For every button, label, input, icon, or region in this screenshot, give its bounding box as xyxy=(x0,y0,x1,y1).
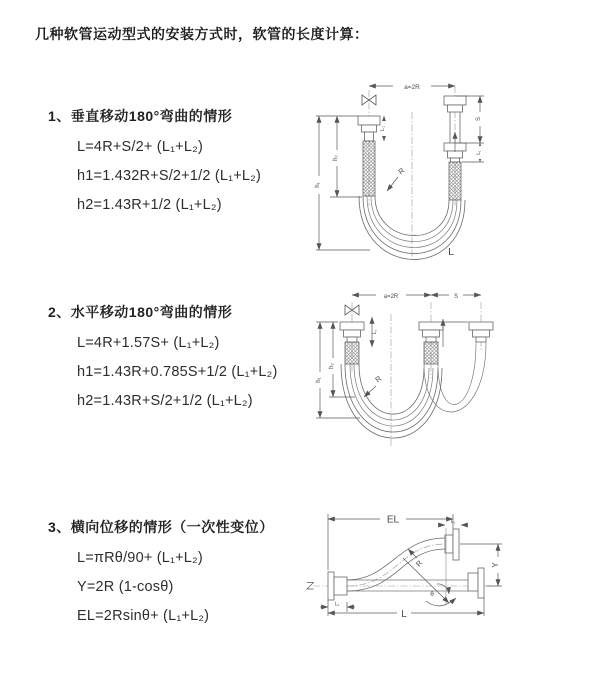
left-fitting xyxy=(358,116,380,196)
diagram-lateral-displacement xyxy=(300,498,600,628)
left-flange xyxy=(328,572,347,600)
dimensions xyxy=(316,290,481,418)
radius-label: R xyxy=(413,558,425,569)
formula-line: L=4R+1.57S+ (L₁+L₂) xyxy=(77,335,220,351)
u-bend-hose xyxy=(341,364,442,438)
dim-label-l: L xyxy=(401,609,407,620)
formula-line: L=4R+S/2+ (L₁+L₂) xyxy=(77,139,203,155)
length-label: L xyxy=(448,246,454,258)
diagram-horizontal-180-bend xyxy=(310,288,545,456)
centerlines xyxy=(352,302,481,448)
middle-fitting xyxy=(419,322,443,364)
section-1 xyxy=(48,106,261,213)
formula-line: h2=1.43R+1/2 (L₁+L₂) xyxy=(77,197,222,213)
section-3-heading: 3、横向位移的情形（一次性变位） xyxy=(48,519,274,535)
dim-label-h2: h₂ xyxy=(333,155,339,161)
theta-label: θ xyxy=(430,591,434,598)
break-mark xyxy=(307,583,314,590)
section-2-heading: 2、水平移动180°弯曲的情形 xyxy=(48,304,233,320)
radius-label: R xyxy=(396,165,407,177)
section-1-heading: 1、垂直移动180°弯曲的情形 xyxy=(48,108,233,124)
dim-label-s: S xyxy=(453,293,459,300)
formula-line: Y=2R (1-cosθ) xyxy=(77,579,174,595)
braid-section xyxy=(363,141,375,196)
dim-label-s: S xyxy=(476,116,482,122)
dim-label-l1: L₁ xyxy=(372,329,378,335)
dim-label-y: Y xyxy=(491,562,500,568)
dim-label-l1-left: L₁ xyxy=(380,126,386,131)
dim-label-l1-bottom: L₁ xyxy=(334,601,340,608)
page-title: 几种软管运动型式的安装方式时，软管的长度计算： xyxy=(35,26,369,42)
dim-label-a2r: a=2R xyxy=(383,293,399,300)
dim-label-h2: h₂ xyxy=(329,363,335,369)
section-3 xyxy=(48,517,274,624)
straight-position-hose xyxy=(347,568,484,598)
formula-line: L=πRθ/90+ (L₁+L₂) xyxy=(77,550,203,566)
dim-label-el: EL xyxy=(386,514,400,526)
formula-line: EL=2Rsinθ+ (L₁+L₂) xyxy=(77,608,210,624)
dimensions xyxy=(320,513,502,620)
left-fitting xyxy=(340,322,364,364)
dim-label-h1: h₁ xyxy=(315,182,321,188)
braid-section xyxy=(424,342,438,364)
formula-line: h1=1.432R+S/2+1/2 (L₁+L₂) xyxy=(77,168,262,184)
dim-label-l1-top: L₁ xyxy=(450,519,456,525)
dim-label-h1: h₁ xyxy=(316,377,322,383)
braid-section xyxy=(345,342,359,364)
diagram-vertical-180-bend xyxy=(308,74,508,264)
radius-label: R xyxy=(373,373,384,385)
section-2 xyxy=(48,302,278,409)
dim-label-a2r: a=2R xyxy=(404,83,420,91)
braid-section xyxy=(449,162,461,200)
displaced-hose xyxy=(347,529,459,591)
formula-line: h2=1.43R+S/2+1/2 (L₁+L₂) xyxy=(77,393,253,409)
dim-label-l1-right: L₁ xyxy=(476,150,482,155)
formula-line: h1=1.43R+0.785S+1/2 (L₁+L₂) xyxy=(77,364,278,380)
right-fitting-moved-position xyxy=(469,322,493,342)
